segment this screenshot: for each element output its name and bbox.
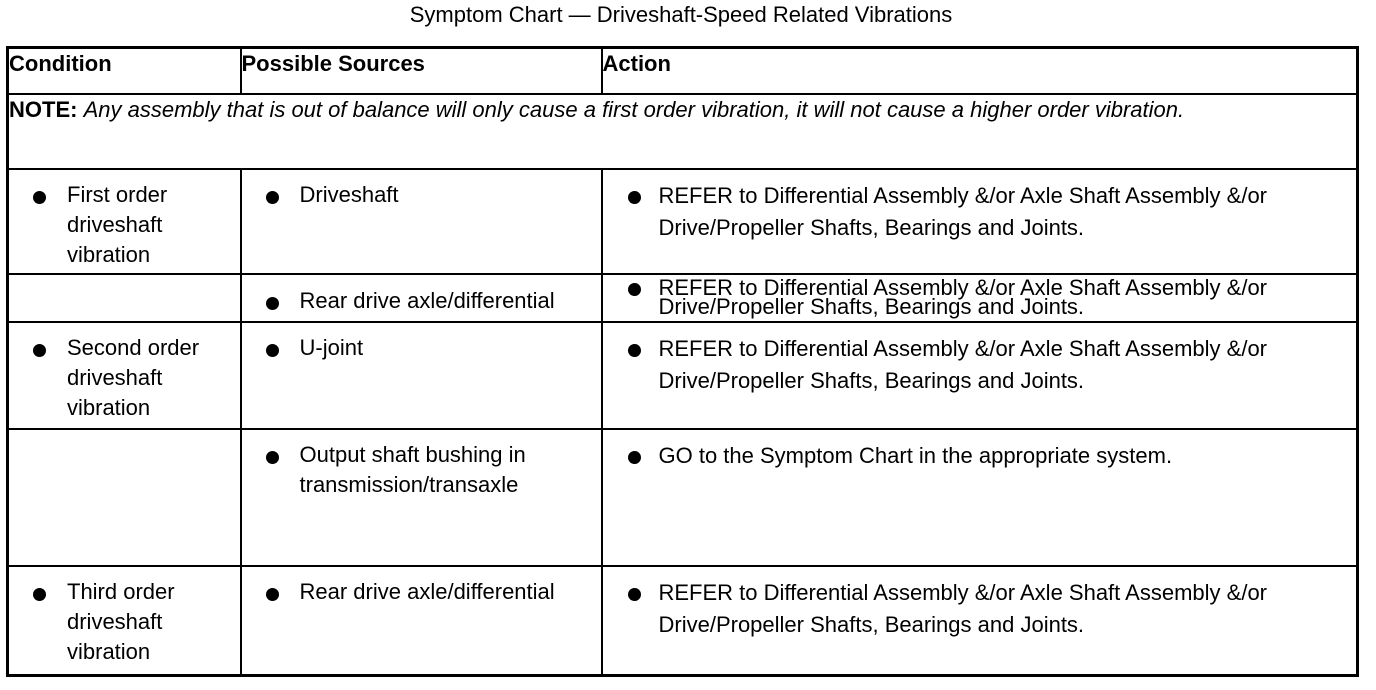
action-cell — [602, 274, 1358, 322]
table-row — [8, 429, 1358, 566]
bullet-icon — [266, 451, 279, 464]
condition-text: Third order driveshaft vibration — [67, 579, 175, 664]
bullet-icon — [33, 191, 46, 204]
note-text: Any assembly that is out of balance will only cause a first order vibration, it will not cause a higher order vibration. — [83, 97, 1185, 122]
header-sources: Possible Sources — [241, 48, 602, 95]
action-text: REFER to Differential Assembly &/or Axle Shaft Assembly &/or Drive/Propeller Shafts, Bearings and Joints. — [658, 183, 1268, 240]
bullet-icon — [266, 344, 279, 357]
table-row — [8, 566, 1358, 676]
source-text: Rear drive axle/differential — [299, 579, 555, 604]
table-row — [8, 169, 1358, 274]
note-row — [8, 94, 1358, 169]
action-cell — [602, 429, 1358, 566]
source-text: U-joint — [299, 335, 364, 360]
symptom-table — [6, 46, 1359, 677]
source-text: Driveshaft — [299, 182, 399, 207]
bullet-icon — [266, 297, 279, 310]
source-cell — [241, 429, 602, 566]
action-text: GO to the Symptom Chart in the appropriate system. — [658, 443, 1173, 468]
source-cell — [241, 274, 602, 322]
source-text: Output shaft bushing in transmission/transaxle — [299, 442, 526, 497]
action-text: REFER to Differential Assembly &/or Axle Shaft Assembly &/or Drive/Propeller Shafts, Bearings and Joints. — [658, 275, 1268, 319]
header-row — [8, 48, 1358, 95]
condition-cell — [8, 169, 241, 274]
condition-text: Second order driveshaft vibration — [67, 335, 200, 420]
action-text: REFER to Differential Assembly &/or Axle Shaft Assembly &/or Drive/Propeller Shafts, Bearings and Joints. — [658, 580, 1268, 637]
condition-cell — [8, 322, 241, 429]
note-cell — [8, 94, 1358, 169]
header-action: Action — [602, 48, 1358, 95]
condition-cell — [8, 274, 241, 322]
bullet-icon — [628, 588, 641, 601]
bullet-icon — [33, 344, 46, 357]
chart-title: Symptom Chart — Driveshaft-Speed Related Vibrations — [409, 2, 953, 27]
bullet-icon — [628, 344, 641, 357]
source-cell — [241, 566, 602, 676]
action-cell — [602, 322, 1358, 429]
condition-cell — [8, 566, 241, 676]
bullet-icon — [33, 588, 46, 601]
bullet-icon — [628, 283, 641, 296]
action-text: REFER to Differential Assembly &/or Axle Shaft Assembly &/or Drive/Propeller Shafts, Bearings and Joints. — [658, 336, 1268, 393]
condition-text: First order driveshaft vibration — [67, 182, 168, 267]
bullet-icon — [628, 451, 641, 464]
bullet-icon — [266, 191, 279, 204]
bullet-icon — [266, 588, 279, 601]
source-cell — [241, 322, 602, 429]
source-text: Rear drive axle/differential — [299, 288, 555, 313]
table-row — [8, 322, 1358, 429]
bullet-icon — [628, 191, 641, 204]
action-cell — [602, 169, 1358, 274]
condition-cell — [8, 429, 241, 566]
header-condition: Condition — [8, 48, 241, 95]
table-row — [8, 274, 1358, 322]
source-cell — [241, 169, 602, 274]
note-label: NOTE: — [9, 97, 78, 122]
action-cell — [602, 566, 1358, 676]
